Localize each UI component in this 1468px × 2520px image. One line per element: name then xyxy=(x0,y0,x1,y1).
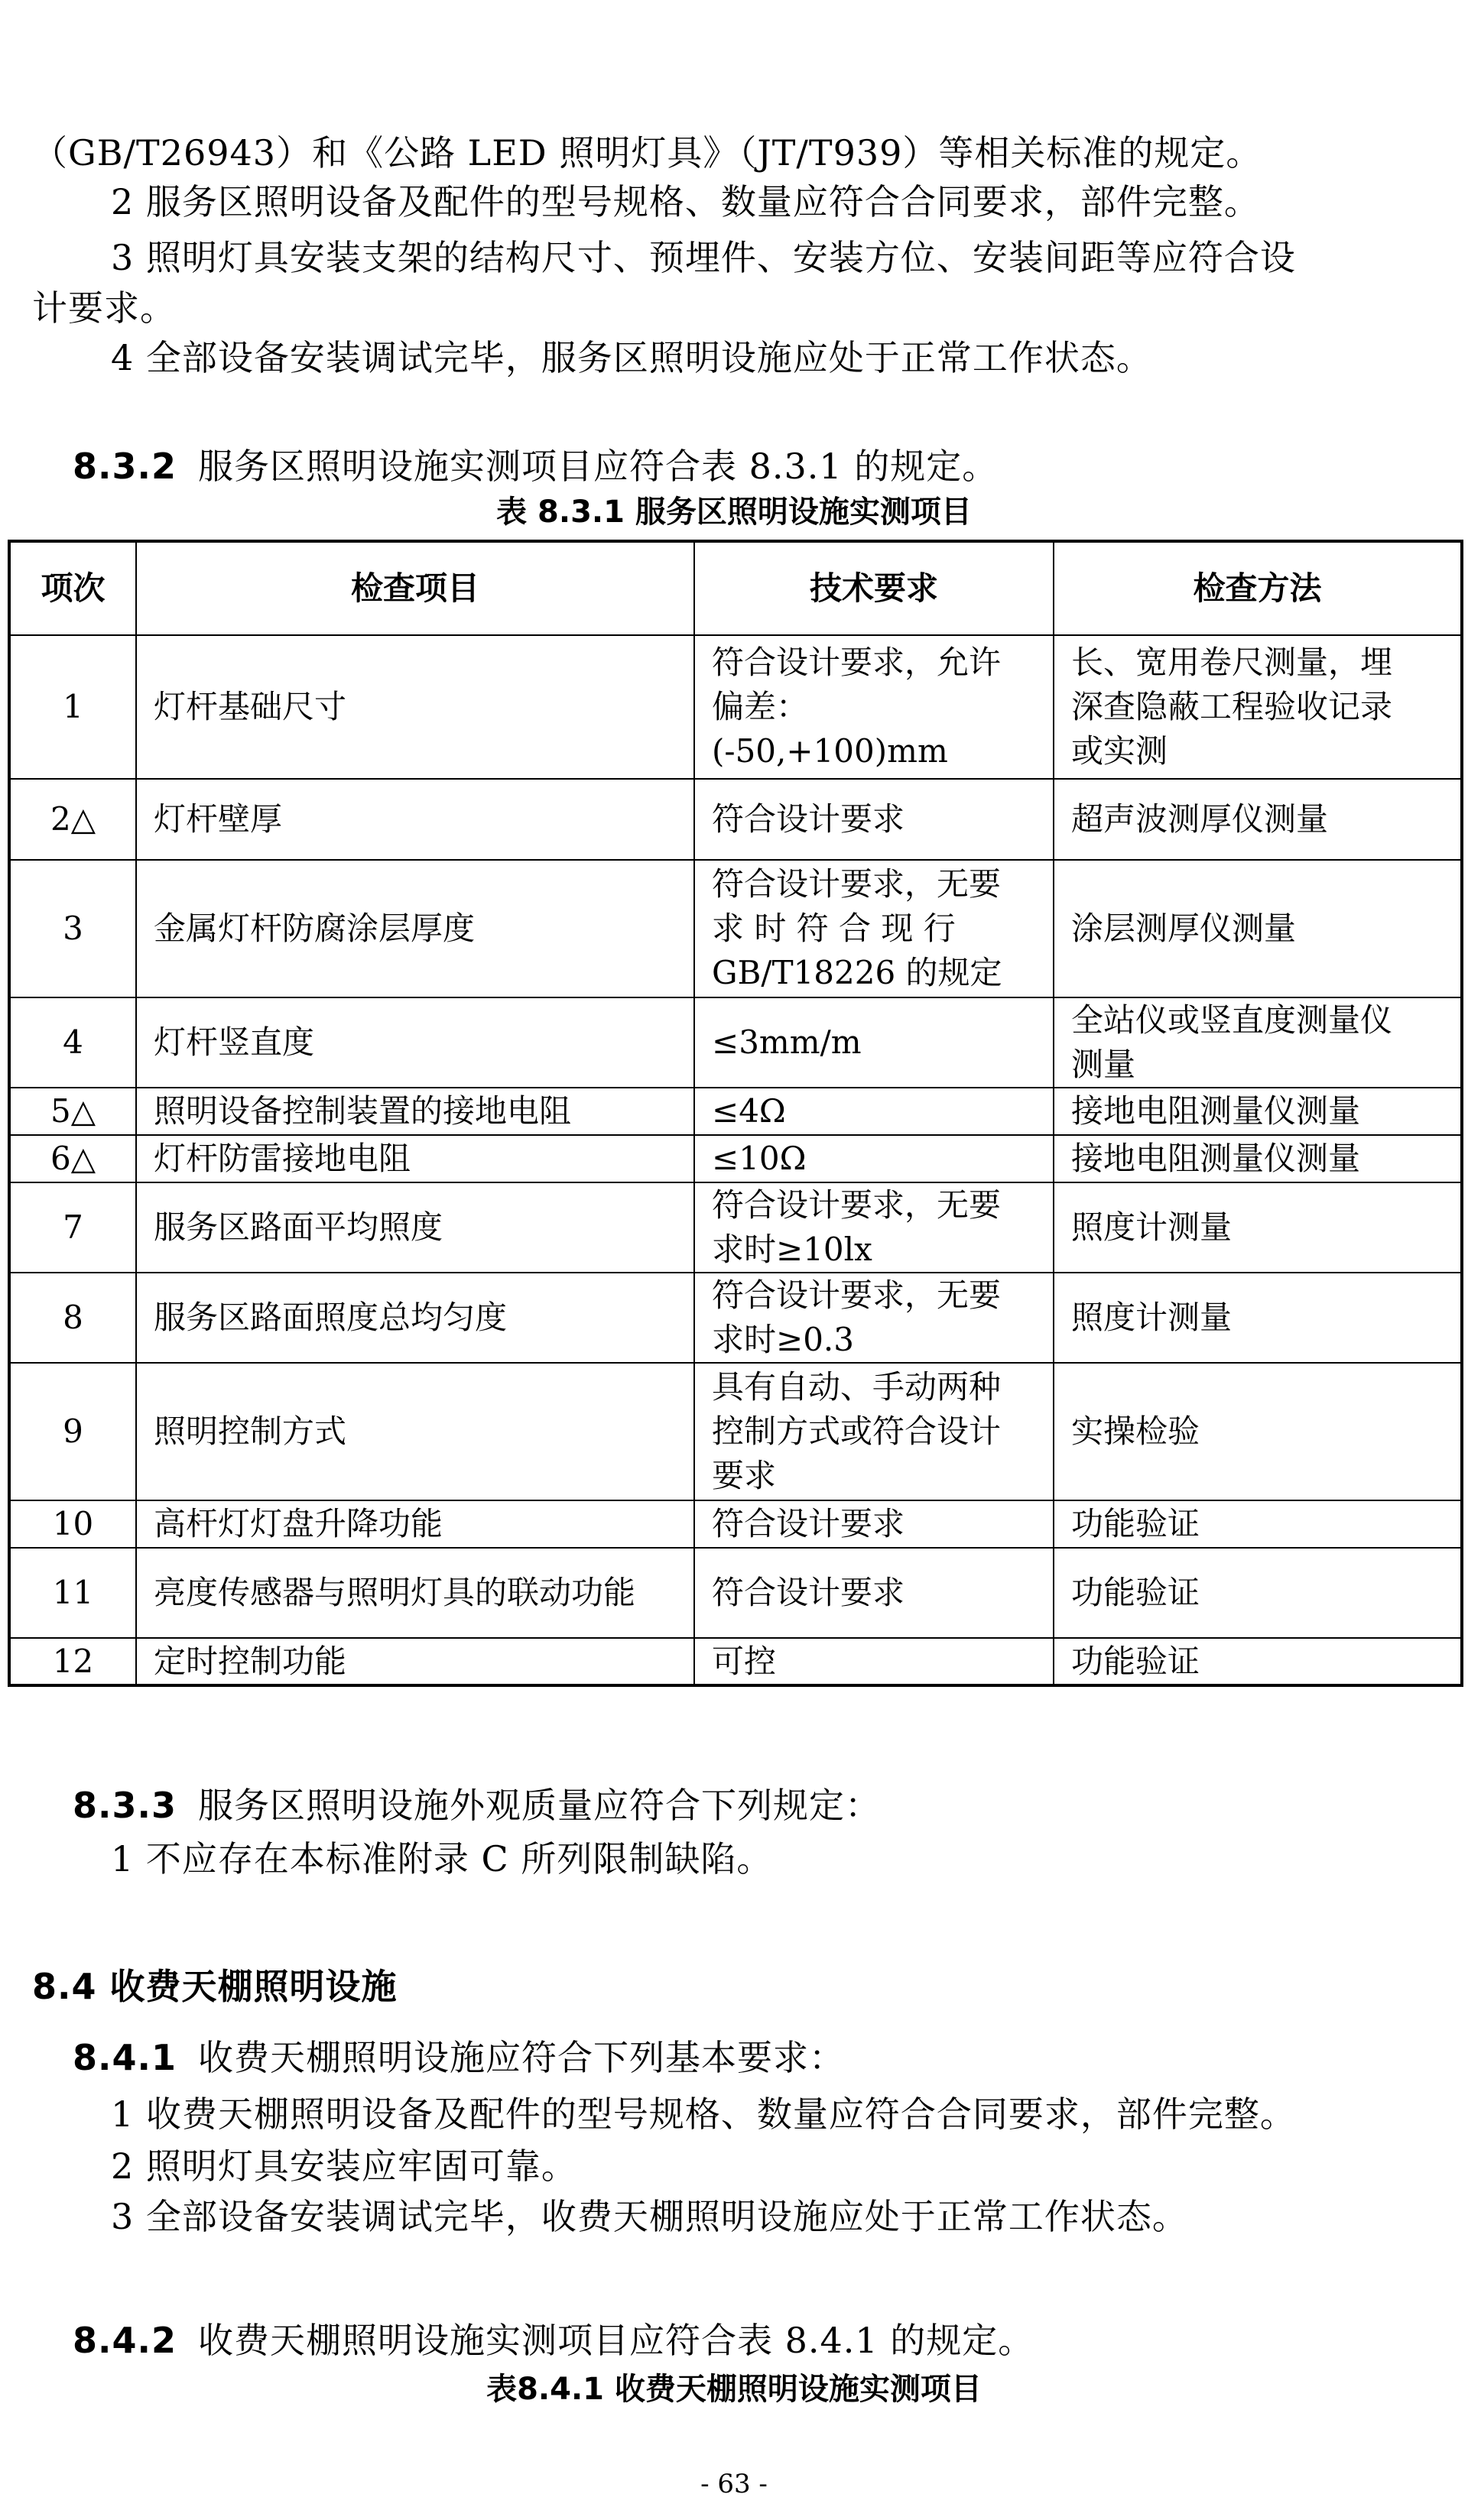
table-row xyxy=(9,1548,1462,1638)
requirement-line: ≤10Ω xyxy=(712,1140,807,1177)
clause-8-4-1-item-3: 3 全部设备安装调试完毕，收费天棚照明设施应处于正常工作状态。 xyxy=(111,2196,1188,2237)
clause-number: 8.4.2 xyxy=(73,2320,177,2361)
row-number: 9 xyxy=(9,1363,136,1500)
method-line: 接地电阻测量仪测量 xyxy=(1071,1140,1361,1177)
row-method xyxy=(1054,997,1462,1088)
table-row xyxy=(9,1182,1462,1273)
clause-8-4-1-item-2: 2 照明灯具安装应牢固可靠。 xyxy=(111,2145,577,2187)
row-requirement xyxy=(694,635,1054,779)
requirement-line: 求 时 符 合 现 行 xyxy=(712,910,956,947)
header-method: 检查方法 xyxy=(1054,541,1462,635)
row-check-item: 灯杆竖直度 xyxy=(136,997,694,1088)
method-line: 长、宽用卷尺测量，埋 xyxy=(1071,644,1393,681)
intro-item-3-line-2: 计要求。 xyxy=(32,287,176,329)
clause-8-4-2 xyxy=(73,2316,1034,2365)
requirement-line: 符合设计要求，无要 xyxy=(712,865,1002,903)
requirement-line: ≤3mm/m xyxy=(712,1023,862,1061)
intro-line-1: （GB/T26943）和《公路 LED 照明灯具》（JT/T939）等相关标准的规定。 xyxy=(32,132,1262,174)
method-line: 深查隐蔽工程验收记录 xyxy=(1071,688,1393,725)
row-check-item: 照明设备控制装置的接地电阻 xyxy=(136,1088,694,1135)
row-method xyxy=(1054,779,1462,860)
row-method xyxy=(1054,1088,1462,1135)
page-number: - 63 - xyxy=(700,2469,768,2499)
method-line: 功能验证 xyxy=(1071,1574,1200,1611)
table-row xyxy=(9,1135,1462,1182)
row-requirement xyxy=(694,1548,1054,1638)
method-line: 超声波测厚仪测量 xyxy=(1071,800,1329,838)
row-requirement xyxy=(694,1273,1054,1363)
row-requirement xyxy=(694,1135,1054,1182)
requirement-line: 求时≥10lx xyxy=(712,1231,872,1268)
clause-text: 收费天棚照明设施实测项目应符合表 8.4.1 的规定。 xyxy=(197,2320,1034,2361)
clause-8-4-1 xyxy=(73,2033,845,2082)
clause-text: 收费天棚照明设施应符合下列基本要求： xyxy=(197,2037,845,2078)
method-line: 涂层测厚仪测量 xyxy=(1071,910,1297,947)
row-check-item: 高杆灯灯盘升降功能 xyxy=(136,1500,694,1548)
row-method xyxy=(1054,1135,1462,1182)
row-check-item: 照明控制方式 xyxy=(136,1363,694,1500)
clause-number: 8.3.3 xyxy=(73,1785,177,1826)
row-requirement xyxy=(694,997,1054,1088)
row-number: 5△ xyxy=(9,1088,136,1135)
row-method xyxy=(1054,1273,1462,1363)
row-check-item: 灯杆壁厚 xyxy=(136,779,694,860)
requirement-line: 可控 xyxy=(712,1642,777,1680)
requirement-line: 求时≥0.3 xyxy=(712,1321,854,1358)
row-number: 4 xyxy=(9,997,136,1088)
header-item: 检查项目 xyxy=(136,541,694,635)
table-row xyxy=(9,1363,1462,1500)
requirement-line: ≤4Ω xyxy=(712,1092,786,1130)
intro-item-4: 4 全部设备安装调试完毕，服务区照明设施应处于正常工作状态。 xyxy=(111,337,1152,378)
table-row xyxy=(9,997,1462,1088)
row-check-item: 金属灯杆防腐涂层厚度 xyxy=(136,860,694,997)
row-requirement xyxy=(694,1363,1054,1500)
row-number: 6△ xyxy=(9,1135,136,1182)
row-method xyxy=(1054,1548,1462,1638)
row-requirement xyxy=(694,860,1054,997)
table-row xyxy=(9,635,1462,779)
table-row xyxy=(9,1273,1462,1363)
method-line: 照度计测量 xyxy=(1071,1299,1233,1336)
table-body xyxy=(9,635,1462,1685)
clause-8-3-2 xyxy=(73,442,998,491)
clause-text: 服务区照明设施外观质量应符合下列规定： xyxy=(197,1785,881,1826)
row-requirement xyxy=(694,1088,1054,1135)
intro-item-2: 2 服务区照明设备及配件的型号规格、数量应符合合同要求，部件完整。 xyxy=(111,181,1260,222)
method-line: 或实测 xyxy=(1071,732,1168,770)
row-method xyxy=(1054,860,1462,997)
row-check-item: 灯杆基础尺寸 xyxy=(136,635,694,779)
row-method xyxy=(1054,1363,1462,1500)
row-check-item: 定时控制功能 xyxy=(136,1638,694,1685)
row-method xyxy=(1054,635,1462,779)
requirement-line: 符合设计要求 xyxy=(712,1505,905,1542)
clause-8-3-3 xyxy=(73,1781,881,1830)
row-number: 11 xyxy=(9,1548,136,1638)
row-method xyxy=(1054,1500,1462,1548)
header-requirement: 技术要求 xyxy=(694,541,1054,635)
requirement-line: 符合设计要求，允许 xyxy=(712,644,1002,681)
row-requirement xyxy=(694,1500,1054,1548)
clause-number: 8.4.1 xyxy=(73,2037,177,2078)
method-line: 全站仪或竖直度测量仪 xyxy=(1071,1001,1393,1039)
table-row xyxy=(9,860,1462,997)
method-line: 接地电阻测量仪测量 xyxy=(1071,1092,1361,1130)
requirement-line: 具有自动、手动两种 xyxy=(712,1368,1002,1406)
row-number: 12 xyxy=(9,1638,136,1685)
method-line: 功能验证 xyxy=(1071,1642,1200,1680)
requirement-line: 符合设计要求，无要 xyxy=(712,1276,1002,1314)
header-no: 项次 xyxy=(9,541,136,635)
row-check-item: 服务区路面照度总均匀度 xyxy=(136,1273,694,1363)
row-number: 7 xyxy=(9,1182,136,1273)
row-requirement xyxy=(694,1182,1054,1273)
table-8-3-1 xyxy=(8,540,1463,1687)
method-line: 测量 xyxy=(1071,1046,1136,1083)
requirement-line: 控制方式或符合设计 xyxy=(712,1412,1002,1450)
requirement-line: 符合设计要求，无要 xyxy=(712,1186,1002,1224)
clause-text: 服务区照明设施实测项目应符合表 8.3.1 的规定。 xyxy=(197,446,999,487)
requirement-line: 符合设计要求 xyxy=(712,800,905,838)
row-method xyxy=(1054,1638,1462,1685)
table-row xyxy=(9,1638,1462,1685)
requirement-line: 符合设计要求 xyxy=(712,1574,905,1611)
row-requirement xyxy=(694,1638,1054,1685)
row-check-item: 服务区路面平均照度 xyxy=(136,1182,694,1273)
table-row xyxy=(9,779,1462,860)
table-header-row xyxy=(9,541,1462,635)
row-method xyxy=(1054,1182,1462,1273)
row-number: 2△ xyxy=(9,779,136,860)
row-number: 8 xyxy=(9,1273,136,1363)
row-check-item: 灯杆防雷接地电阻 xyxy=(136,1135,694,1182)
clause-8-4-1-item-1: 1 收费天棚照明设备及配件的型号规格、数量应符合合同要求，部件完整。 xyxy=(111,2094,1296,2135)
row-check-item: 亮度传感器与照明灯具的联动功能 xyxy=(136,1548,694,1638)
table-row xyxy=(9,1088,1462,1135)
clause-number: 8.3.2 xyxy=(73,446,177,487)
table-8-4-1-title: 表8.4.1 收费天棚照明设施实测项目 xyxy=(486,2372,982,2407)
row-requirement xyxy=(694,779,1054,860)
method-line: 功能验证 xyxy=(1071,1505,1200,1542)
requirement-line: GB/T18226 的规定 xyxy=(712,954,1002,991)
row-number: 1 xyxy=(9,635,136,779)
clause-8-3-3-item-1: 1 不应存在本标准附录 C 所列限制缺陷。 xyxy=(111,1838,773,1879)
method-line: 实操检验 xyxy=(1071,1412,1200,1450)
method-line: 照度计测量 xyxy=(1071,1208,1233,1246)
requirement-line: 偏差：(-50,+100)mm xyxy=(712,688,948,770)
table-8-3-1-title: 表 8.3.1 服务区照明设施实测项目 xyxy=(496,495,972,530)
section-8-4-title: 8.4 收费天棚照明设施 xyxy=(32,1966,398,2007)
row-number: 10 xyxy=(9,1500,136,1548)
row-number: 3 xyxy=(9,860,136,997)
requirement-line: 要求 xyxy=(712,1457,777,1494)
intro-item-3-line-1: 3 照明灯具安装支架的结构尺寸、预埋件、安装方位、安装间距等应符合设 xyxy=(111,237,1296,278)
table-row xyxy=(9,1500,1462,1548)
